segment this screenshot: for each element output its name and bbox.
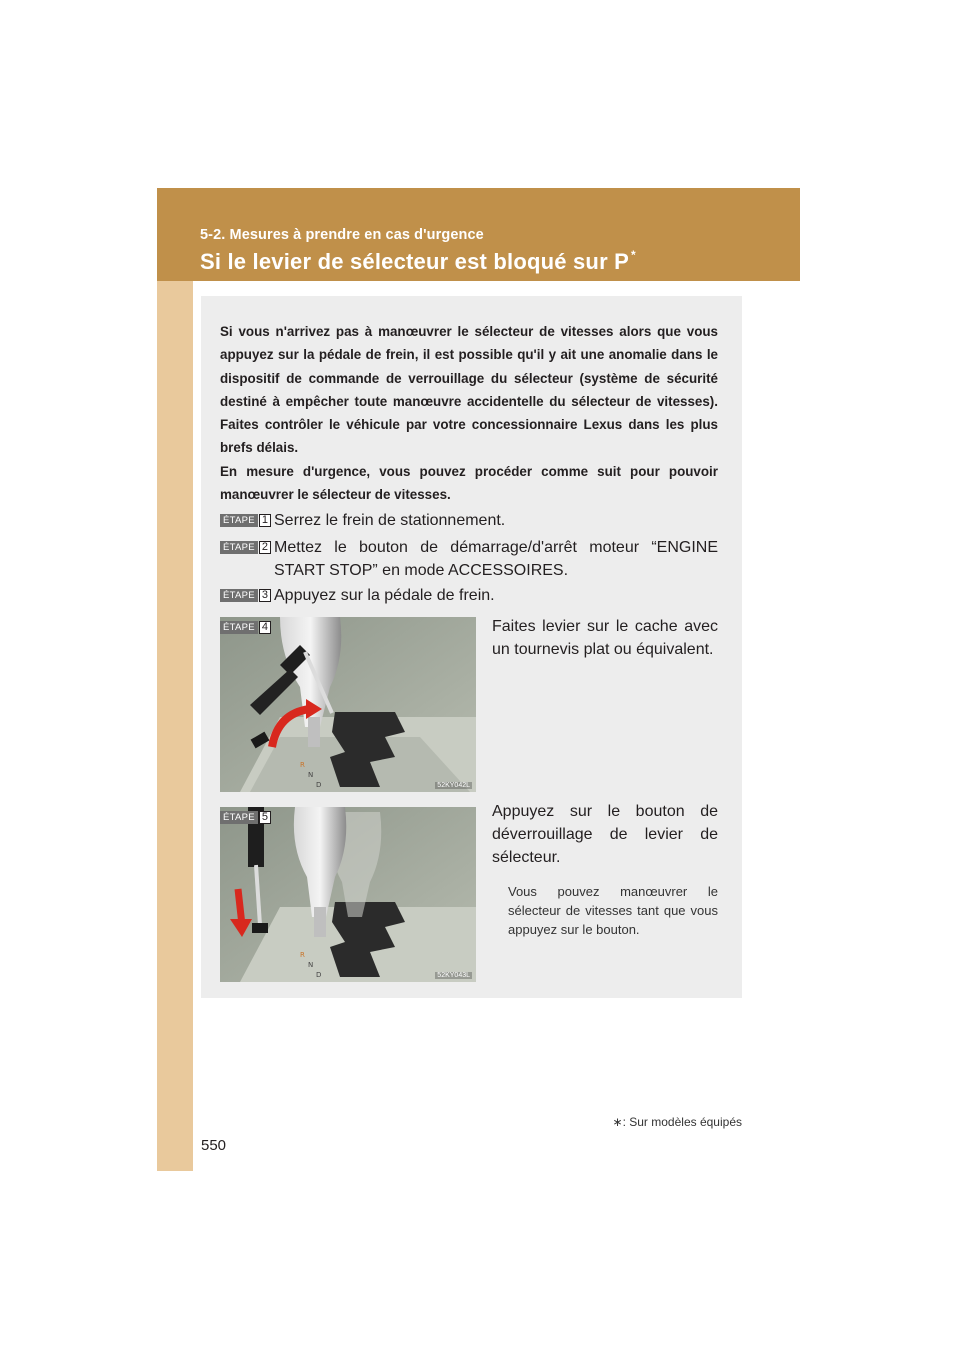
step-number: 3 [259, 589, 271, 602]
svg-text:D: D [316, 971, 322, 979]
step-5-note: Vous pouvez manœuvrer le sélecteur de vitesses tant que vous appuyez sur le bouton. [508, 884, 718, 937]
step-badge-1 [220, 514, 271, 527]
step-word: ÉTAPE [220, 621, 258, 634]
step-3-text: Appuyez sur la pédale de frein. [274, 587, 495, 604]
step-number: 2 [259, 541, 271, 554]
step-word: ÉTAPE [220, 589, 258, 602]
shift-lever-release-illustration [220, 807, 476, 982]
intro-paragraph-1: Si vous n'arrivez pas à manœuvrer le sélecteur de vitesses alors que vous appuyez sur la pédale de frein, il est possible qu'il y ait une anomalie dans le dispositif de commande de verrouillage du sélecteur (système de sécurité destiné à empêcher toute manœuvre accidentelle du sélecteur de vitesses). Faites contrôler le véhicule par votre concessionnaire Lexus dans les plus brefs délais. [220, 324, 718, 456]
image-code: 52KY042L [437, 782, 470, 789]
step-1-text: Serrez le frein de stationnement. [274, 512, 506, 529]
step-word: ÉTAPE [220, 514, 258, 527]
step-badge-5 [220, 811, 271, 824]
step-4-illustration [220, 617, 476, 792]
footnote: ∗: Sur modèles équipés [612, 1115, 742, 1129]
side-band [157, 188, 193, 1171]
page-title [200, 249, 636, 275]
step-5-illustration [220, 807, 476, 982]
page-number: 550 [201, 1137, 227, 1154]
step-word: ÉTAPE [220, 811, 258, 824]
title-asterisk-mark: * [631, 247, 636, 262]
step-badge-3 [220, 589, 271, 602]
intro-paragraph-2: En mesure d'urgence, vous pouvez procéder comme suit pour pouvoir manœuvrer le sélecteur de vitesses. [220, 463, 718, 503]
step-badge-2 [220, 541, 271, 554]
step-4-text: Faites levier sur le cache avec un tournevis plat ou équivalent. [492, 618, 718, 658]
step-badge-4 [220, 621, 271, 634]
svg-text:R: R [300, 951, 305, 959]
step-2-text: Mettez le bouton de démarrage/d'arrêt moteur “ENGINE START STOP” en mode ACCESSOIRES. [274, 539, 718, 579]
shift-lever-screwdriver-illustration [220, 617, 476, 792]
step-number: 1 [259, 514, 271, 527]
step-word: ÉTAPE [220, 541, 258, 554]
step-number: 4 [259, 621, 271, 634]
svg-text:N: N [308, 771, 314, 779]
svg-text:R: R [300, 761, 305, 769]
section-label: 5-2. Mesures à prendre en cas d'urgence [200, 227, 484, 243]
svg-text:D: D [316, 781, 322, 789]
svg-text:N: N [308, 961, 314, 969]
step-number: 5 [259, 811, 271, 824]
image-code: 52KY043L [437, 972, 470, 979]
intro-text [220, 320, 718, 506]
page-title-text: Si le levier de sélecteur est bloqué sur P [200, 249, 630, 274]
step-5-text: Appuyez sur le bouton de déverrouillage de levier de sélecteur. [492, 803, 718, 866]
